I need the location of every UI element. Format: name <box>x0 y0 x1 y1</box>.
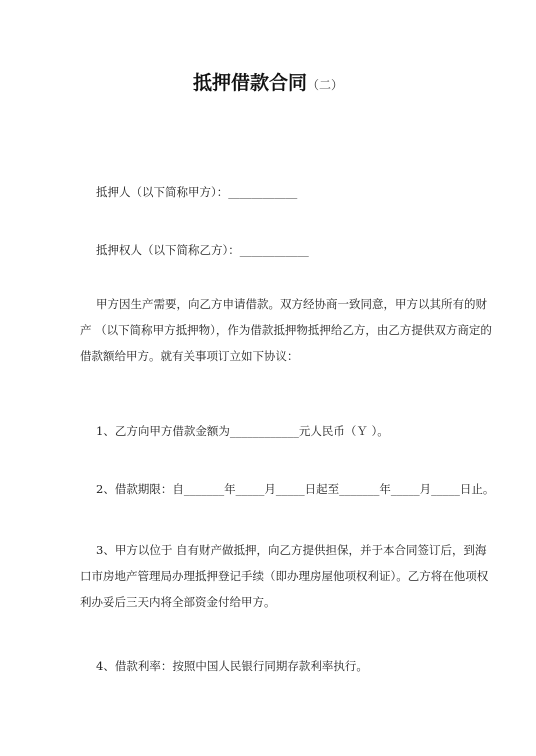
clause-3-line: 3、甲方以位于 自有财产做抵押，向乙方提供担保，并于本合同签订后，到海 <box>96 543 487 557</box>
clause-2: 2、借款期限：自_______年_____月_____日起至_______年_____月_____日止。 <box>96 482 495 496</box>
intro-line: 甲方因生产需要，向乙方申请借款。双方经协商一致同意，甲方以其所有的财 <box>96 297 487 311</box>
intro-line: 借款额给甲方。就有关事项订立如下协议： <box>80 349 299 363</box>
intro-paragraph <box>80 291 492 369</box>
clause-3-line: 利办妥后三天内将全部资金付给甲方。 <box>80 595 276 609</box>
clause-1: 1、乙方向甲方借款金额为____________元人民币（Ｙ ）。 <box>96 424 389 438</box>
party-b-line: 抵押权人（以下简称乙方）：____________ <box>96 243 309 257</box>
party-a-line: 抵押人（以下简称甲方）：____________ <box>96 185 298 199</box>
clause-3-paragraph <box>80 537 489 615</box>
title-suffix: （二） <box>307 78 344 92</box>
intro-line: 产 （以下简称甲方抵押物），作为借款抵押物抵押给乙方，由乙方提供双方商定的 <box>80 323 492 337</box>
document-title <box>0 68 536 95</box>
title-main: 抵押借款合同 <box>192 72 307 94</box>
clause-4: 4、借款利率：按照中国人民银行同期存款利率执行。 <box>96 659 368 673</box>
clause-3-line: 口市房地产管理局办理抵押登记手续（即办理房屋他项权利证）。乙方将在他项权 <box>80 569 489 583</box>
